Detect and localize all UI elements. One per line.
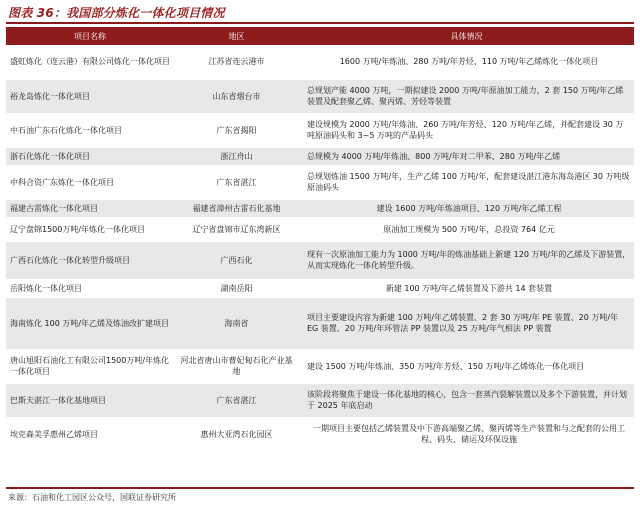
table-row — [6, 241, 634, 279]
title-divider — [6, 22, 634, 24]
detail-cell: 建设规模为 2000 万吨/年炼油、260 万吨/年芳烃、120 万吨/年乙烯，并配套建设 30 万吨原油码头和 3~5 万吨的产品码头 — [299, 113, 634, 147]
project-name-cell: 盛虹炼化（连云港）有限公司炼化一体化项目 — [6, 45, 174, 79]
region-cell: 惠州大亚湾石化园区 — [174, 417, 299, 451]
detail-cell: 该阶段将聚焦于建设一体化基地的核心，包含一套蒸汽裂解装置以及多个下游装置，并计划于 2025 年底启动 — [299, 383, 634, 417]
table-row — [6, 79, 634, 113]
project-name-cell: 福建古雷炼化一体化项目 — [6, 199, 174, 217]
figure-title: 图表 36：我国部分炼化一体化项目情况 — [8, 6, 225, 20]
detail-cell: 建设 1600 万吨/年炼油项目、120 万吨/年乙烯工程 — [299, 199, 634, 217]
project-name-cell: 裕龙岛炼化一体化项目 — [6, 79, 174, 113]
table-bottom-divider — [6, 487, 634, 489]
detail-cell: 总规划产能 4000 万吨，一期拟建设 2000 万吨/年原油加工能力，2 套 150 万吨/年乙烯装置及配套聚乙烯、聚丙烯、芳烃等装置 — [299, 79, 634, 113]
project-name-cell: 中石油广东石化炼化一体化项目 — [6, 113, 174, 147]
table-row — [6, 417, 634, 451]
table-row — [6, 349, 634, 383]
table-row — [6, 279, 634, 297]
region-cell: 河北省唐山市曹妃甸石化产业基地 — [174, 349, 299, 383]
region-cell: 山东省烟台市 — [174, 79, 299, 113]
project-name-cell: 埃克森美孚惠州乙烯项目 — [6, 417, 174, 451]
region-cell: 广东省湛江 — [174, 383, 299, 417]
detail-cell: 现有一次原油加工能力为 1000 万吨/年的炼油基础上新建 120 万吨/年的乙烯及下游装置，从而实现炼化一体化转型升级。 — [299, 241, 634, 279]
detail-cell: 一期项目主要包括乙烯装置及中下游高端聚乙烯、聚丙烯等生产装置和与之配套的公用工程、码头、储运及环保设施 — [299, 417, 634, 451]
region-cell: 广西石化 — [174, 241, 299, 279]
region-cell: 广东省湛江 — [174, 165, 299, 199]
detail-cell: 总规模为 4000 万吨/年炼油、800 万吨/年对二甲苯、280 万吨/年乙烯 — [299, 147, 634, 165]
header-project-name: 项目名称 — [6, 27, 174, 45]
table-row — [6, 147, 634, 165]
project-name-cell: 岳阳炼化一体化项目 — [6, 279, 174, 297]
region-cell: 湖南岳阳 — [174, 279, 299, 297]
region-cell: 福建省漳州古雷石化基地 — [174, 199, 299, 217]
project-table — [6, 27, 634, 452]
region-cell: 广东省揭阳 — [174, 113, 299, 147]
table-row — [6, 217, 634, 241]
region-cell: 江苏省连云港市 — [174, 45, 299, 79]
detail-cell: 1600 万吨/年炼油、280 万吨/年芳烃、110 万吨/年乙烯炼化一体化项目 — [299, 45, 634, 79]
table-header-row — [6, 27, 634, 45]
header-region: 地区 — [174, 27, 299, 45]
project-name-cell: 唐山旭阳石油化工有限公司1500万吨/年炼化一体化项目 — [6, 349, 174, 383]
project-name-cell: 海南炼化 100 万吨/年乙烯及炼油改扩建项目 — [6, 297, 174, 349]
project-name-cell: 中科合资广东炼化一体化项目 — [6, 165, 174, 199]
table-row — [6, 383, 634, 417]
table-row — [6, 165, 634, 199]
detail-cell: 原油加工规模为 500 万吨/年，总投资 764 亿元 — [299, 217, 634, 241]
header-details: 具体情况 — [299, 27, 634, 45]
region-cell: 辽宁省盘锦市辽东湾新区 — [174, 217, 299, 241]
region-cell: 浙江舟山 — [174, 147, 299, 165]
project-name-cell: 广西石化炼化一体化转型升级项目 — [6, 241, 174, 279]
table-row — [6, 199, 634, 217]
table-row — [6, 45, 634, 79]
project-name-cell: 浙石化炼化一体化项目 — [6, 147, 174, 165]
detail-cell: 建设 1500 万吨/年炼油、350 万吨/年芳烃、150 万吨/年乙烯炼化一体化项目 — [299, 349, 634, 383]
project-name-cell: 辽宁盘锦1500万吨/年炼化一体化项目 — [6, 217, 174, 241]
detail-cell: 总规划炼油 1500 万吨/年，生产乙烯 100 万吨/年，配套建设湛江港东海岛港区 30 万吨级原油码头 — [299, 165, 634, 199]
table-row — [6, 113, 634, 147]
detail-cell: 新建 100 万吨/年乙烯装置及下游共 14 套装置 — [299, 279, 634, 297]
table-row — [6, 297, 634, 349]
region-cell: 海南省 — [174, 297, 299, 349]
detail-cell: 项目主要建设内容为新建 100 万吨/年乙烯装置、2 套 30 万吨/年 PE 装置、20 万吨/年 EG 装置、20 万吨/年环管法 PP 装置以及 25 万吨/年气相法 PP 装置 — [299, 297, 634, 349]
source-note: 来源：石油和化工园区公众号，国联证券研究所 — [8, 493, 176, 502]
project-name-cell: 巴斯夫湛江一体化基地项目 — [6, 383, 174, 417]
